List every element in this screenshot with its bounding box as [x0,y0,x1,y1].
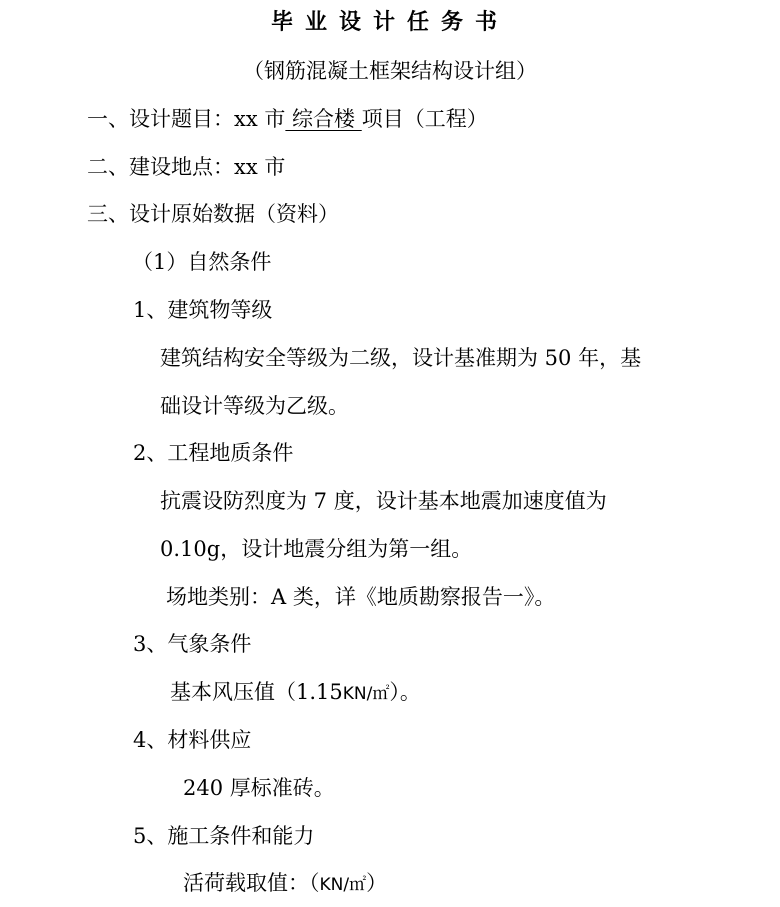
live-load-prefix: 活荷载取值：（ [183,871,320,895]
item-line: 场地类别：A 类，详《地质勘察报告一》。 [166,585,556,609]
item-heading-building-grade: 1、建筑物等级 [133,298,273,322]
item-line: 抗震设防烈度为 7 度，设计基本地震加速度值为 [160,489,607,513]
natural-conditions-heading: （1）自然条件 [132,250,272,274]
wind-pressure-suffix: ）。 [389,680,421,704]
topic-blank-value: 综合楼 [285,107,362,131]
item-line-wind-pressure [170,678,421,708]
document-title: 毕业设计任务书 [270,9,509,35]
item-heading-construction: 5、施工条件和能力 [133,824,315,848]
section-raw-data: 三、设计原始数据（资料） [87,202,339,226]
item-line: 240 厚标准砖。 [183,776,335,800]
item-line: 础设计等级为乙级。 [160,394,349,418]
item-line-live-load [183,869,387,899]
section-topic [87,105,488,133]
section-location: 二、建设地点：xx 市 [87,155,286,179]
live-load-suffix: ） [366,871,388,895]
topic-label: 一、设计题目：xx 市 [87,107,286,131]
document-subtitle: （钢筋混凝土框架结构设计组） [243,59,537,83]
item-line: 0.10g，设计地震分组为第一组。 [160,537,473,561]
topic-suffix: 项目（工程） [361,107,488,131]
item-heading-geology: 2、工程地质条件 [133,441,294,465]
wind-pressure-prefix: 基本风压值（1.15 [170,680,343,704]
item-line: 建筑结构安全等级为二级，设计基准期为 50 年，基 [160,346,642,370]
item-heading-climate: 3、气象条件 [133,632,252,656]
wind-pressure-unit: KN/㎡ [342,684,390,704]
item-heading-materials: 4、材料供应 [133,728,252,752]
live-load-unit: KN/㎡ [319,875,367,895]
